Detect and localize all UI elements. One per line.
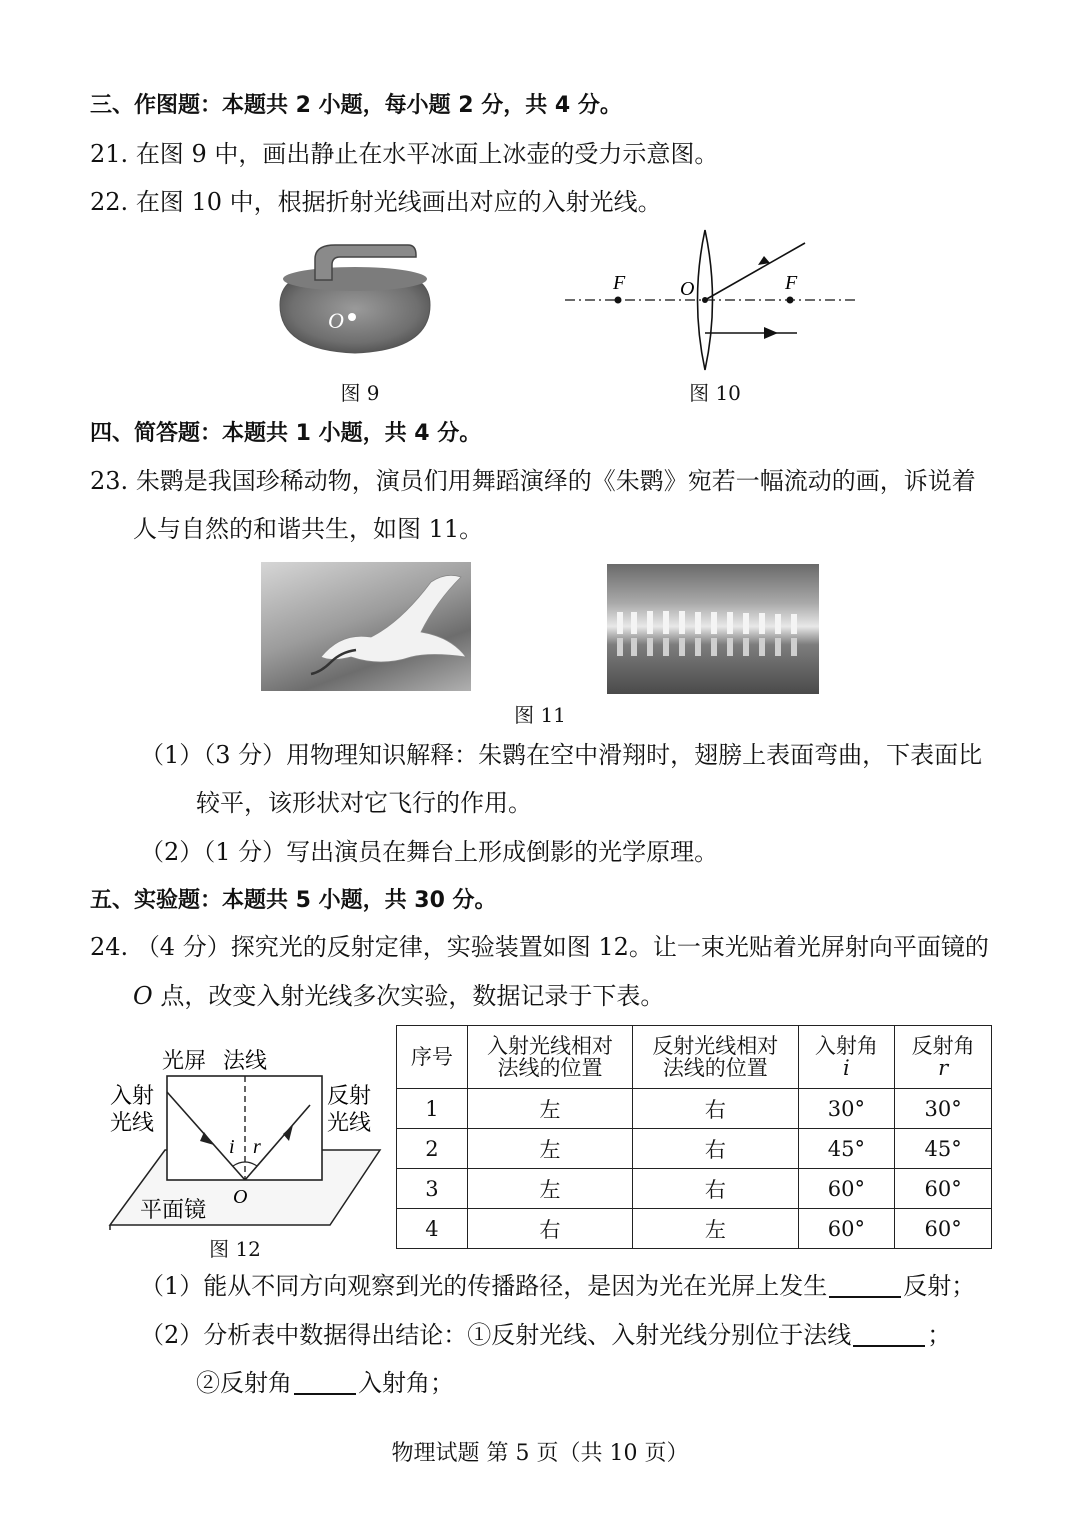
question-24 xyxy=(90,931,989,963)
cell-reflection-angle: 60° xyxy=(895,1169,992,1209)
figure-11-stage-photo xyxy=(607,564,819,694)
screen-label: 光屏 xyxy=(162,1049,207,1074)
figure-10-caption: 图 10 xyxy=(689,381,741,405)
answer-blank[interactable] xyxy=(294,1369,356,1395)
cell-index: 3 xyxy=(397,1169,468,1209)
reflected-label-2: 光线 xyxy=(327,1111,372,1136)
question-22 xyxy=(90,186,662,218)
reflection-data-table xyxy=(396,1025,992,1249)
question-24-part-2-line-2 xyxy=(196,1367,454,1399)
table-header-row xyxy=(397,1026,992,1089)
question-number: 22. xyxy=(90,188,129,216)
figure-11-caption: 图 11 xyxy=(514,703,566,727)
section-4-title: 四、简答题：本题共 1 小题，共 4 分。 xyxy=(90,421,482,446)
section-3-title: 三、作图题：本题共 2 小题，每小题 2 分，共 4 分。 xyxy=(90,93,622,118)
question-text: ； xyxy=(927,1321,952,1349)
question-24-part-1 xyxy=(140,1270,975,1302)
question-24-part-2 xyxy=(140,1319,951,1351)
mirror-label: 平面镜 xyxy=(140,1198,207,1223)
question-number: 24. xyxy=(90,933,129,961)
reflected-label-1: 反射 xyxy=(327,1084,372,1109)
focus-right-label: F xyxy=(785,272,798,294)
point-o-label: O xyxy=(233,1186,248,1208)
cell-incident-position: 左 xyxy=(467,1129,632,1169)
incident-label-1: 入射 xyxy=(110,1084,155,1109)
cell-incident-position: 右 xyxy=(467,1209,632,1249)
section-5-title: 五、实验题：本题共 5 小题，共 30 分。 xyxy=(90,888,497,913)
cell-index: 1 xyxy=(397,1089,468,1129)
question-text: 朱鹮是我国珍稀动物，演员们用舞蹈演绎的《朱鹮》宛若一幅流动的画，诉说着 xyxy=(135,467,976,495)
incident-label-2: 光线 xyxy=(110,1111,155,1136)
answer-blank[interactable] xyxy=(829,1272,901,1298)
question-text: （4 分）探究光的反射定律，实验装置如图 12。让一束光贴着光屏射向平面镜的 xyxy=(135,933,989,961)
cell-reflected-position: 右 xyxy=(633,1129,798,1169)
question-23 xyxy=(90,465,976,497)
question-23-line-2: 人与自然的和谐共生，如图 11。 xyxy=(133,515,484,543)
figure-10-lens-diagram xyxy=(560,225,860,375)
question-23-part-1-line-2: 较平，该形状对它飞行的作用。 xyxy=(196,789,532,817)
question-23-part-2: （2）（1 分）写出演员在舞台上形成倒影的光学原理。 xyxy=(140,838,719,866)
header-incident-position: 入射光线相对 法线的位置 xyxy=(467,1026,632,1089)
header-incident-angle: 入射角 i xyxy=(798,1026,895,1089)
question-23-part-1: （1）（3 分）用物理知识解释：朱鹮在空中滑翔时，翅膀上表面弯曲，下表面比 xyxy=(140,741,983,769)
cell-incident-position: 左 xyxy=(467,1169,632,1209)
answer-blank[interactable] xyxy=(853,1321,925,1347)
question-text: （2）分析表中数据得出结论：①反射光线、入射光线分别位于法线 xyxy=(140,1321,852,1349)
cell-reflected-position: 右 xyxy=(633,1089,798,1129)
point-o-label: O xyxy=(328,308,344,333)
figure-11-ibis-photo xyxy=(261,562,471,691)
question-text: （1）能从不同方向观察到光的传播路径，是因为光在光屏上发生 xyxy=(140,1272,828,1300)
point-o-marker xyxy=(348,313,356,321)
cell-index: 2 xyxy=(397,1129,468,1169)
figure-12-reflection-setup xyxy=(105,1040,390,1230)
question-text: 入射角； xyxy=(358,1369,454,1397)
angle-i-label: i xyxy=(229,1136,235,1158)
angle-r-label: r xyxy=(253,1136,261,1158)
table-row xyxy=(397,1089,992,1129)
normal-label: 法线 xyxy=(223,1049,268,1074)
table-row xyxy=(397,1209,992,1249)
question-text: 反射； xyxy=(903,1272,976,1300)
cell-reflected-position: 右 xyxy=(633,1169,798,1209)
cell-reflection-angle: 60° xyxy=(895,1209,992,1249)
cell-index: 4 xyxy=(397,1209,468,1249)
cell-incident-angle: 60° xyxy=(798,1209,895,1249)
cell-reflected-position: 左 xyxy=(633,1209,798,1249)
figure-9-caption: 图 9 xyxy=(340,381,380,405)
question-24-line-2 xyxy=(133,980,664,1012)
header-reflection-angle: 反射角 r xyxy=(895,1026,992,1089)
table-row xyxy=(397,1169,992,1209)
focus-left-label: F xyxy=(613,272,626,294)
page-footer: 物理试题 第 5 页（共 10 页） xyxy=(391,1441,689,1466)
question-text: 点，改变入射光线多次实验，数据记录于下表。 xyxy=(152,982,665,1010)
cell-incident-position: 左 xyxy=(467,1089,632,1129)
cell-incident-angle: 60° xyxy=(798,1169,895,1209)
optical-center-label: O xyxy=(680,278,695,300)
figure-9-curling-stone xyxy=(270,235,440,365)
question-21 xyxy=(90,138,718,170)
table-row xyxy=(397,1129,992,1169)
point-o-text: O xyxy=(133,982,153,1010)
figure-12-caption: 图 12 xyxy=(209,1237,261,1261)
question-number: 21. xyxy=(90,140,129,168)
cell-reflection-angle: 45° xyxy=(895,1129,992,1169)
cell-incident-angle: 45° xyxy=(798,1129,895,1169)
cell-incident-angle: 30° xyxy=(798,1089,895,1129)
header-reflected-position: 反射光线相对 法线的位置 xyxy=(633,1026,798,1089)
question-text: 在图 10 中，根据折射光线画出对应的入射光线。 xyxy=(135,188,662,216)
header-index: 序号 xyxy=(397,1026,468,1089)
question-text: ②反射角 xyxy=(196,1369,292,1397)
question-text: 在图 9 中，画出静止在水平冰面上冰壶的受力示意图。 xyxy=(135,140,719,168)
question-number: 23. xyxy=(90,467,129,495)
cell-reflection-angle: 30° xyxy=(895,1089,992,1129)
